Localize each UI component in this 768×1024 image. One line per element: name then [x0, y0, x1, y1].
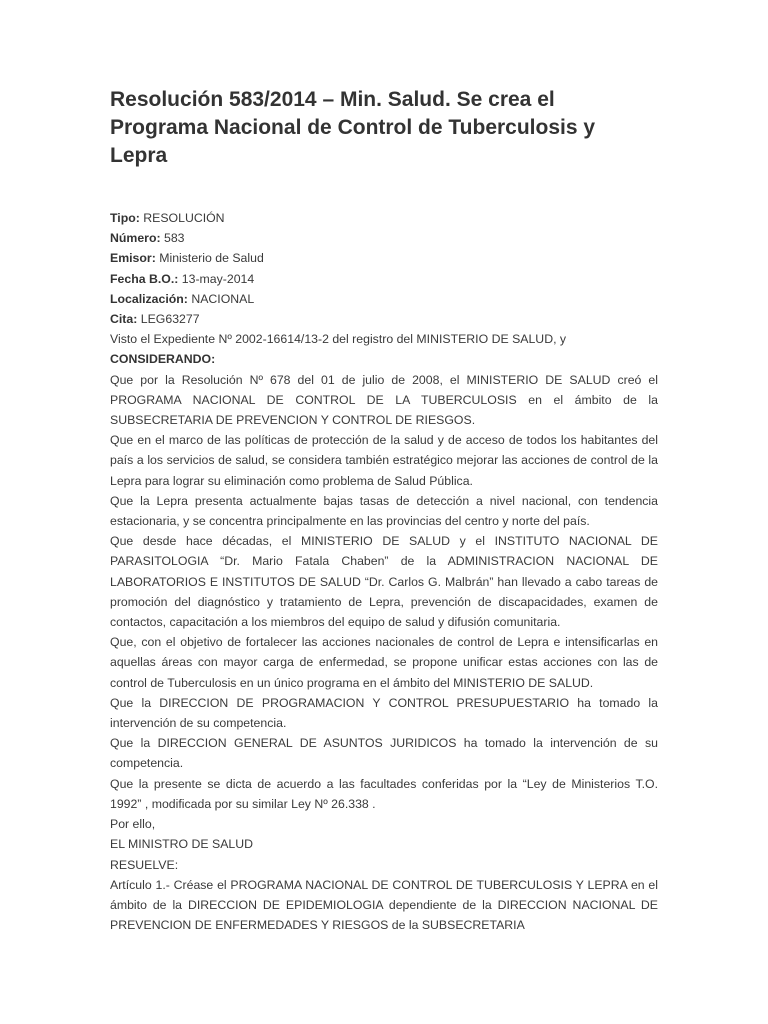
por-ello-line: Por ello,	[110, 817, 156, 832]
meta-cita	[110, 309, 658, 329]
meta-label: Número:	[110, 231, 161, 246]
metadata-list	[110, 208, 658, 329]
considerando-paragraph: Que por la Resolución Nº 678 del 01 de julio de 2008, el MINISTERIO DE SALUD creó el PROGRAMA NACIONAL DE CONTROL DE LA TUBERCULOSIS en el ámbito de la SUBSECRETARIA DE PREVENCION Y CONTROL DE RIESGOS.	[110, 372, 658, 428]
meta-value: NACIONAL	[191, 291, 255, 306]
meta-value: 583	[163, 231, 185, 246]
considerando-paragraph: Que la DIRECCION GENERAL DE ASUNTOS JURIDICOS ha tomado la intervención de su competencia.	[110, 736, 658, 771]
document-body	[110, 208, 658, 935]
meta-localizacion	[110, 289, 658, 309]
document-title: Resolución 583/2014 – Min. Salud. Se crea el Programa Nacional de Control de Tuberculosis y Lepra	[110, 88, 596, 167]
considerando-paragraph: Que, con el objetivo de fortalecer las acciones nacionales de control de Lepra e intensificarlas en aquellas áreas con mayor carga de enfermedad, se propone unificar estas acciones con las de control de Tuberculosis en un único programa en el ámbito del MINISTERIO DE SALUD.	[110, 635, 658, 690]
meta-emisor	[110, 248, 658, 268]
considerando-paragraph: Que la Lepra presenta actualmente bajas tasas de detección a nivel nacional, con tendencia estacionaria, y se concentra principalmente en las provincias del centro y norte del país.	[110, 493, 658, 529]
considerando-paragraph: Que la DIRECCION DE PROGRAMACION Y CONTROL PRESUPUESTARIO ha tomado la intervención de su competencia.	[110, 695, 658, 731]
meta-label: Localización:	[110, 291, 188, 306]
considerando-paragraph: Que desde hace décadas, el MINISTERIO DE SALUD y el INSTITUTO NACIONAL DE PARASITOLOGIA “Dr. Mario Fatala Chaben” de la ADMINISTRACION NACIONAL DE LABORATORIOS E INSTITUTOS DE SALUD “Dr. Carlos G. Malbrán” han llevado a cabo tareas de promoción del diagnóstico y tratamiento de Lepra, prevención de discapacidades, examen de contactos, capacitación a los miembros del equipo de salud y difusión comunitaria.	[110, 534, 658, 630]
ministro-line: EL MINISTRO DE SALUD	[110, 837, 254, 852]
meta-label: Fecha B.O.:	[110, 271, 179, 286]
considerando-heading: CONSIDERANDO:	[110, 352, 216, 367]
meta-numero	[110, 228, 658, 248]
articulo-1: Artículo 1.- Créase el PROGRAMA NACIONAL DE CONTROL DE TUBERCULOSIS Y LEPRA en el ámbito de la DIRECCION DE EPIDEMIOLOGIA dependiente de la DIRECCION NACIONAL DE PREVENCION DE ENFERMEDADES Y RIESGOS de la SUBSECRETARIA	[110, 877, 658, 933]
considerando-paragraph: Que en el marco de las políticas de protección de la salud y de acceso de todos los habitantes del país a los servicios de salud, se considera también estratégico mejorar las acciones de control de la Lepra para lograr su eliminación como problema de Salud Pública.	[110, 433, 658, 488]
meta-fecha	[110, 269, 658, 289]
meta-value: RESOLUCIÓN	[143, 211, 225, 225]
considerando-paragraph: Que la presente se dicta de acuerdo a las facultades conferidas por la “Ley de Ministerios T.O. 1992” , modificada por su similar Ley Nº 26.338 .	[110, 776, 658, 811]
meta-value: Ministerio de Salud	[159, 251, 264, 266]
meta-value: 13-may-2014	[181, 271, 255, 286]
meta-tipo	[110, 208, 658, 228]
meta-value: LEG63277	[140, 312, 200, 327]
visto-paragraph: Visto el Expediente Nº 2002-16614/13-2 del registro del MINISTERIO DE SALUD, y	[110, 332, 567, 347]
resuelve-line: RESUELVE:	[110, 857, 179, 872]
meta-label: Cita:	[110, 312, 138, 327]
meta-label: Tipo:	[110, 211, 140, 225]
meta-label: Emisor:	[110, 251, 156, 266]
